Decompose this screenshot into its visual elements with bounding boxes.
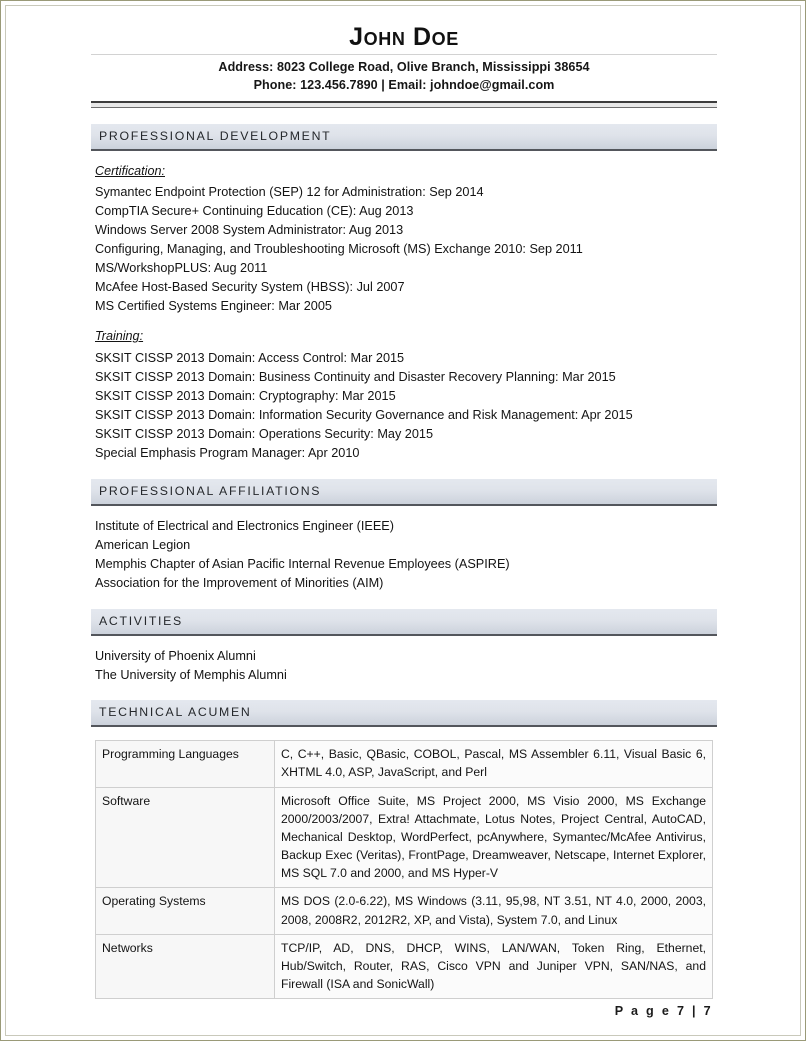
- list-item: McAfee Host-Based Security System (HBSS): Jul 2007: [95, 280, 405, 295]
- address-value: 8023 College Road, Olive Branch, Mississippi 38654: [273, 60, 590, 74]
- section-body-professional-development: [91, 151, 717, 464]
- training-label: Training:: [95, 329, 144, 344]
- table-cell-category: Networks: [96, 934, 275, 999]
- list-item: SKSIT CISSP 2013 Domain: Access Control: Mar 2015: [95, 351, 405, 366]
- phone-label: Phone:: [253, 77, 297, 92]
- section-body-professional-affiliations: [91, 506, 717, 593]
- list-item: Memphis Chapter of Asian Pacific Internal Revenue Employees (ASPIRE): [95, 556, 510, 571]
- list-item: Institute of Electrical and Electronics Engineer (IEEE): [95, 518, 394, 533]
- list-item: SKSIT CISSP 2013 Domain: Operations Security: May 2015: [95, 427, 434, 442]
- list-item: Windows Server 2008 System Administrator: Aug 2013: [95, 223, 404, 238]
- list-item: SKSIT CISSP 2013 Domain: Information Security Governance and Risk Management: Apr 2015: [95, 408, 633, 423]
- phone-value: 123.456.7890 |: [296, 77, 389, 92]
- address-line: [91, 59, 717, 77]
- table-cell-value: TCP/IP, AD, DNS, DHCP, WINS, LAN/WAN, Token Ring, Ethernet, Hub/Switch, Router, RAS, Cisco VPN and Juniper VPN, SAN/NAS, and Firewall (ISA and SonicWall): [275, 934, 713, 999]
- section-header-activities: ACTIVITIES: [91, 609, 717, 636]
- header-bottom-rule: [91, 101, 717, 108]
- list-item: MS Certified Systems Engineer: Mar 2005: [95, 299, 332, 314]
- table-cell-value: Microsoft Office Suite, MS Project 2000, MS Visio 2000, MS Exchange 2000/2003/2007, Extra! Attachmate, Lotus Notes, Project Central, AutoCAD, Mechanical Desktop, WordPerfect, pcAnywhere, Symantec/McAfee Antivirus, Backup Exec (Veritas), FrontPage, Dreamweaver, Netscape, Internet Explorer, MS SQL 7.0 and 2000, and MS Hyper-V: [275, 787, 713, 888]
- table-cell-value: MS DOS (2.0-6.22), MS Windows (3.11, 95,98, NT 3.51, NT 4.0, 2000, 2003, 2008, 2008R2, 2012R2, XP, and Vista), System 7.0, and Linux: [275, 888, 713, 934]
- section-body-activities: [91, 636, 717, 685]
- list-item: Special Emphasis Program Manager: Apr 2010: [95, 446, 360, 461]
- list-item: The University of Memphis Alumni: [95, 667, 287, 682]
- list-item: MS/WorkshopPLUS: Aug 2011: [95, 261, 268, 276]
- table-cell-category: Programming Languages: [96, 741, 275, 787]
- address-label: Address:: [218, 60, 274, 74]
- table-cell-category: Operating Systems: [96, 888, 275, 934]
- section-header-professional-development: PROFESSIONAL DEVELOPMENT: [91, 124, 717, 151]
- table-row: [96, 787, 713, 888]
- email-label: Email:: [388, 77, 427, 92]
- section-header-technical-acumen: TECHNICAL ACUMEN: [91, 700, 717, 727]
- candidate-name: John Doe: [349, 23, 459, 51]
- resume-header: [91, 19, 717, 108]
- section-header-professional-affiliations: PROFESSIONAL AFFILIATIONS: [91, 479, 717, 506]
- email-value: johndoe@gmail.com: [426, 77, 555, 92]
- table-row: [96, 888, 713, 934]
- table-cell-value: C, C++, Basic, QBasic, COBOL, Pascal, MS Assembler 6.11, Visual Basic 6, XHTML 4.0, ASP, JavaScript, and Perl: [275, 741, 713, 787]
- certification-label: Certification:: [95, 163, 165, 178]
- contact-info: [91, 59, 717, 95]
- table-row: [96, 741, 713, 787]
- technical-acumen-table: [95, 740, 713, 999]
- header-top-rule: [91, 54, 717, 55]
- spacer: [91, 316, 717, 327]
- page-footer: P a g e 7 | 7: [614, 1004, 713, 1018]
- list-item: University of Phoenix Alumni: [95, 648, 256, 663]
- resume-content: [91, 19, 717, 999]
- phone-email-line: [91, 77, 717, 95]
- table-row: [96, 934, 713, 999]
- list-item: SKSIT CISSP 2013 Domain: Cryptography: Mar 2015: [95, 389, 396, 404]
- list-item: CompTIA Secure+ Continuing Education (CE): Aug 2013: [95, 204, 414, 219]
- list-item: Symantec Endpoint Protection (SEP) 12 for Administration: Sep 2014: [95, 185, 484, 200]
- list-item: American Legion: [95, 537, 191, 552]
- list-item: SKSIT CISSP 2013 Domain: Business Continuity and Disaster Recovery Planning: Mar 2015: [95, 370, 616, 385]
- table-cell-category: Software: [96, 787, 275, 888]
- list-item: Association for the Improvement of Minorities (AIM): [95, 575, 384, 590]
- list-item: Configuring, Managing, and Troubleshooting Microsoft (MS) Exchange 2010: Sep 2011: [95, 242, 583, 257]
